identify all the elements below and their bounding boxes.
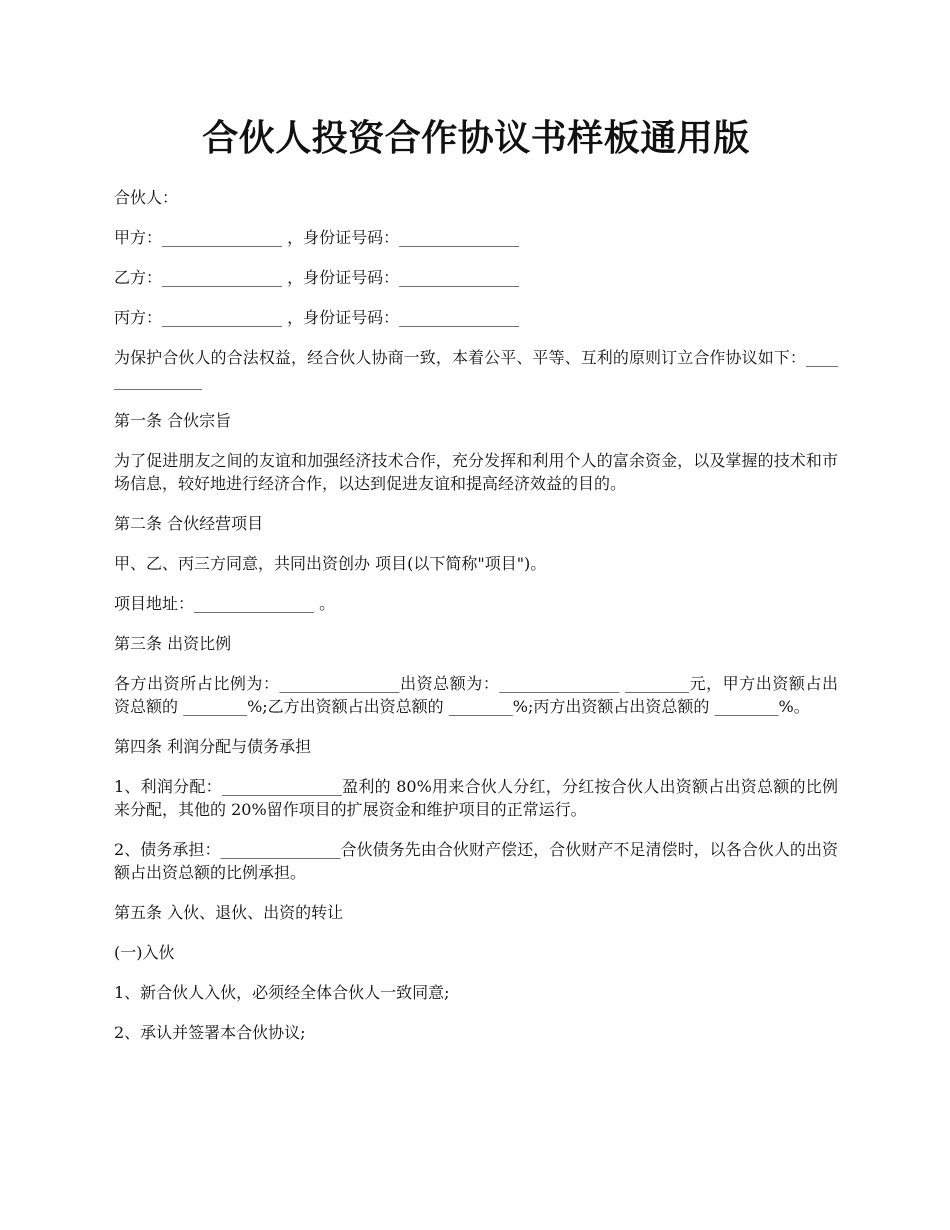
article-3-heading: 第三条 出资比例 xyxy=(114,634,232,653)
debt-bearing-clause: 2、债务承担：_______________合伙债务先由合伙财产偿还，合伙财产不足清偿时，以各合伙人的出资额占出资总额的比例承担。 xyxy=(114,840,838,882)
preamble-paragraph: 为保护合伙人的合法权益，经合伙人协商一致，本着公平、平等、互利的原则订立合作协议如下：_______________ xyxy=(114,348,838,390)
article-2-heading: 第二条 合伙经营项目 xyxy=(114,514,264,533)
article-1-body: 为了促进朋友之间的友谊和加强经济技术合作，充分发挥和利用个人的富余资金，以及掌握的技术和市场信息，较好地进行经济合作，以达到促进友谊和提高经济效益的目的。 xyxy=(114,451,838,493)
party-b-line: 乙方：_______________ ，身份证号码：_______________ xyxy=(114,268,520,287)
party-c-line: 丙方：_______________ ，身份证号码：_______________ xyxy=(114,308,520,327)
article-4-heading: 第四条 利润分配与债务承担 xyxy=(114,737,312,756)
article-3-body: 各方出资所占比例为：_______________出资总额为：_______________ ________元，甲方出资额占出资总额的 ________%;乙方出资额占出资总额的 ________%;丙方出资额占出资总额的 ________%。 xyxy=(114,674,838,716)
article-5-heading: 第五条 入伙、退伙、出资的转让 xyxy=(114,903,344,922)
admission-subheading: (一)入伙 xyxy=(114,943,175,962)
article-2-body: 甲、乙、丙三方同意，共同出资创办 项目(以下简称"项目")。 xyxy=(114,554,547,573)
article-1-heading: 第一条 合伙宗旨 xyxy=(114,411,232,430)
profit-distribution-clause: 1、利润分配：_______________盈利的 80%用来合伙人分红，分红按合伙人出资额占出资总额的比例来分配，其他的 20%留作项目的扩展资金和维护项目的正常运行。 xyxy=(114,777,838,819)
partners-heading: 合伙人： xyxy=(114,188,179,207)
document-title: 合伙人投资合作协议书样板通用版 xyxy=(202,117,750,159)
admission-item-2: 2、承认并签署本合伙协议; xyxy=(114,1023,306,1042)
party-a-line: 甲方：_______________ ，身份证号码：_______________ xyxy=(114,228,520,247)
project-address-line: 项目地址：_______________ 。 xyxy=(114,594,336,613)
admission-item-1: 1、新合伙人入伙，必须经全体合伙人一致同意; xyxy=(114,983,450,1002)
